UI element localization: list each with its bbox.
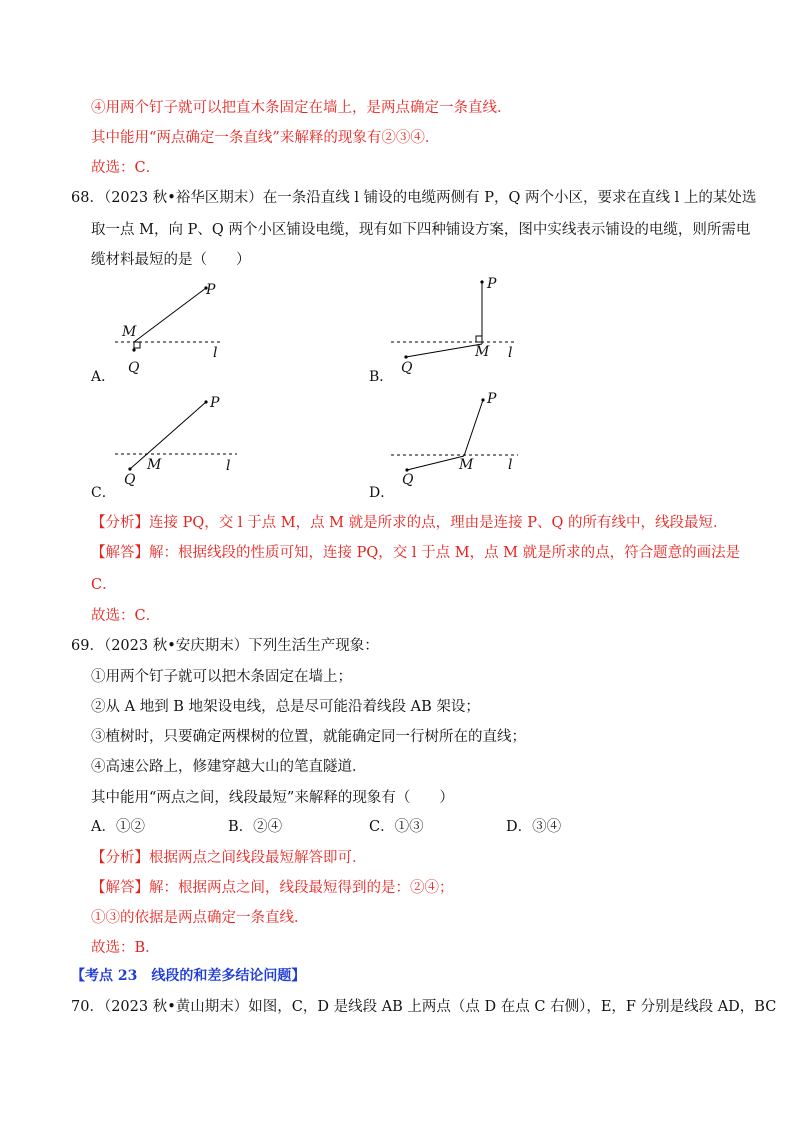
top-line-1: ④用两个钉子就可以把直木条固定在墙上，是两点确定一条直线． (91, 100, 512, 116)
q69-item-3: ③植树时，只要确定两棵树的位置，就能确定同一行树所在的直线； (91, 729, 526, 745)
fig-c-label-m: M (147, 457, 162, 473)
fig-b-label-q: Q (401, 360, 413, 376)
section-heading: 【考点 23 线段的和差多结论问题】 (71, 968, 306, 984)
fig-c-label-p: P (210, 395, 220, 411)
fig-a-label-m: M (122, 324, 137, 340)
option-a-label: A． (91, 369, 116, 385)
q69-answer-line-2: ①③的依据是两点确定一条直线． (91, 910, 309, 926)
option-d-label: D． (369, 485, 395, 501)
q68-line-3: 缆材料最短的是（ ） (91, 252, 251, 268)
fig-d-label-q: Q (402, 472, 414, 488)
fig-b-label-m: M (475, 344, 490, 360)
q68-line-2: 取一点 M，向 P、Q 两个小区铺设电缆，现有如下四种铺设方案，图中实线表示铺设的电缆，则所需电 (91, 222, 751, 238)
fig-c-label-l: l (226, 458, 231, 474)
q69-item-2: ②从 A 地到 B 地架设电线，总是尽可能沿着线段 AB 架设； (91, 699, 480, 715)
option-b-label: B． (369, 369, 394, 385)
q69-item-1: ①用两个钉子就可以把木条固定在墙上； (91, 669, 352, 685)
q68-choice: 故选：C． (91, 608, 161, 624)
top-line-2: 其中能用“两点确定一条直线”来解释的现象有②③④． (91, 130, 440, 146)
q68-answer-line-1: 【解答】解：根据线段的性质可知，连接 PQ，交 l 于点 M，点 M 就是所求的点，符合题意的画法是 (91, 545, 741, 561)
q69-item-4: ④高速公路上，修建穿越大山的笔直隧道． (91, 759, 367, 775)
q69-line-1: 69．（2023 秋•安庆期末）下列生活生产现象： (71, 638, 379, 654)
fig-d-label-m: M (459, 457, 474, 473)
q70-line-1: 70．（2023 秋•黄山期末）如图，C，D 是线段 AB 上两点（点 D 在点 C 右侧），E，F 分别是线段 AD，BC (71, 999, 777, 1015)
q69-option-c: C．①③ (369, 819, 424, 835)
fig-a-label-l: l (213, 345, 218, 361)
q69-choice: 故选：B． (91, 940, 160, 956)
top-line-3: 故选：C． (91, 160, 161, 176)
q69-option-a: A．①② (91, 819, 145, 835)
fig-c-label-q: Q (124, 472, 136, 488)
fig-a-label-q: Q (128, 360, 140, 376)
q68-line-1: 68．（2023 秋•裕华区期末）在一条沿直线 l 铺设的电缆两侧有 P，Q 两个小区，要求在直线 l 上的某处选 (71, 190, 757, 206)
q69-option-d: D．③④ (506, 819, 562, 835)
option-c-label: C． (91, 485, 116, 501)
q69-analysis: 【分析】根据两点之间线段最短解答即可． (91, 850, 367, 866)
q69-option-b: B．②④ (228, 819, 283, 835)
fig-b-label-l: l (508, 345, 513, 361)
q69-answer-line-1: 【解答】解：根据两点之间，线段最短得到的是：②④； (91, 880, 454, 896)
fig-a-label-p: P (206, 282, 216, 298)
fig-b-label-p: P (487, 276, 497, 292)
q69-question: 其中能用“两点之间，线段最短”来解释的现象有（ ） (91, 790, 454, 806)
fig-d-label-p: P (487, 391, 497, 407)
q68-answer-line-2: C． (91, 577, 117, 593)
q68-analysis: 【分析】连接 PQ，交 l 于点 M，点 M 就是所求的点，理由是连接 P、Q 的所有线中，线段最短． (91, 515, 728, 531)
fig-d-label-l: l (508, 457, 513, 473)
